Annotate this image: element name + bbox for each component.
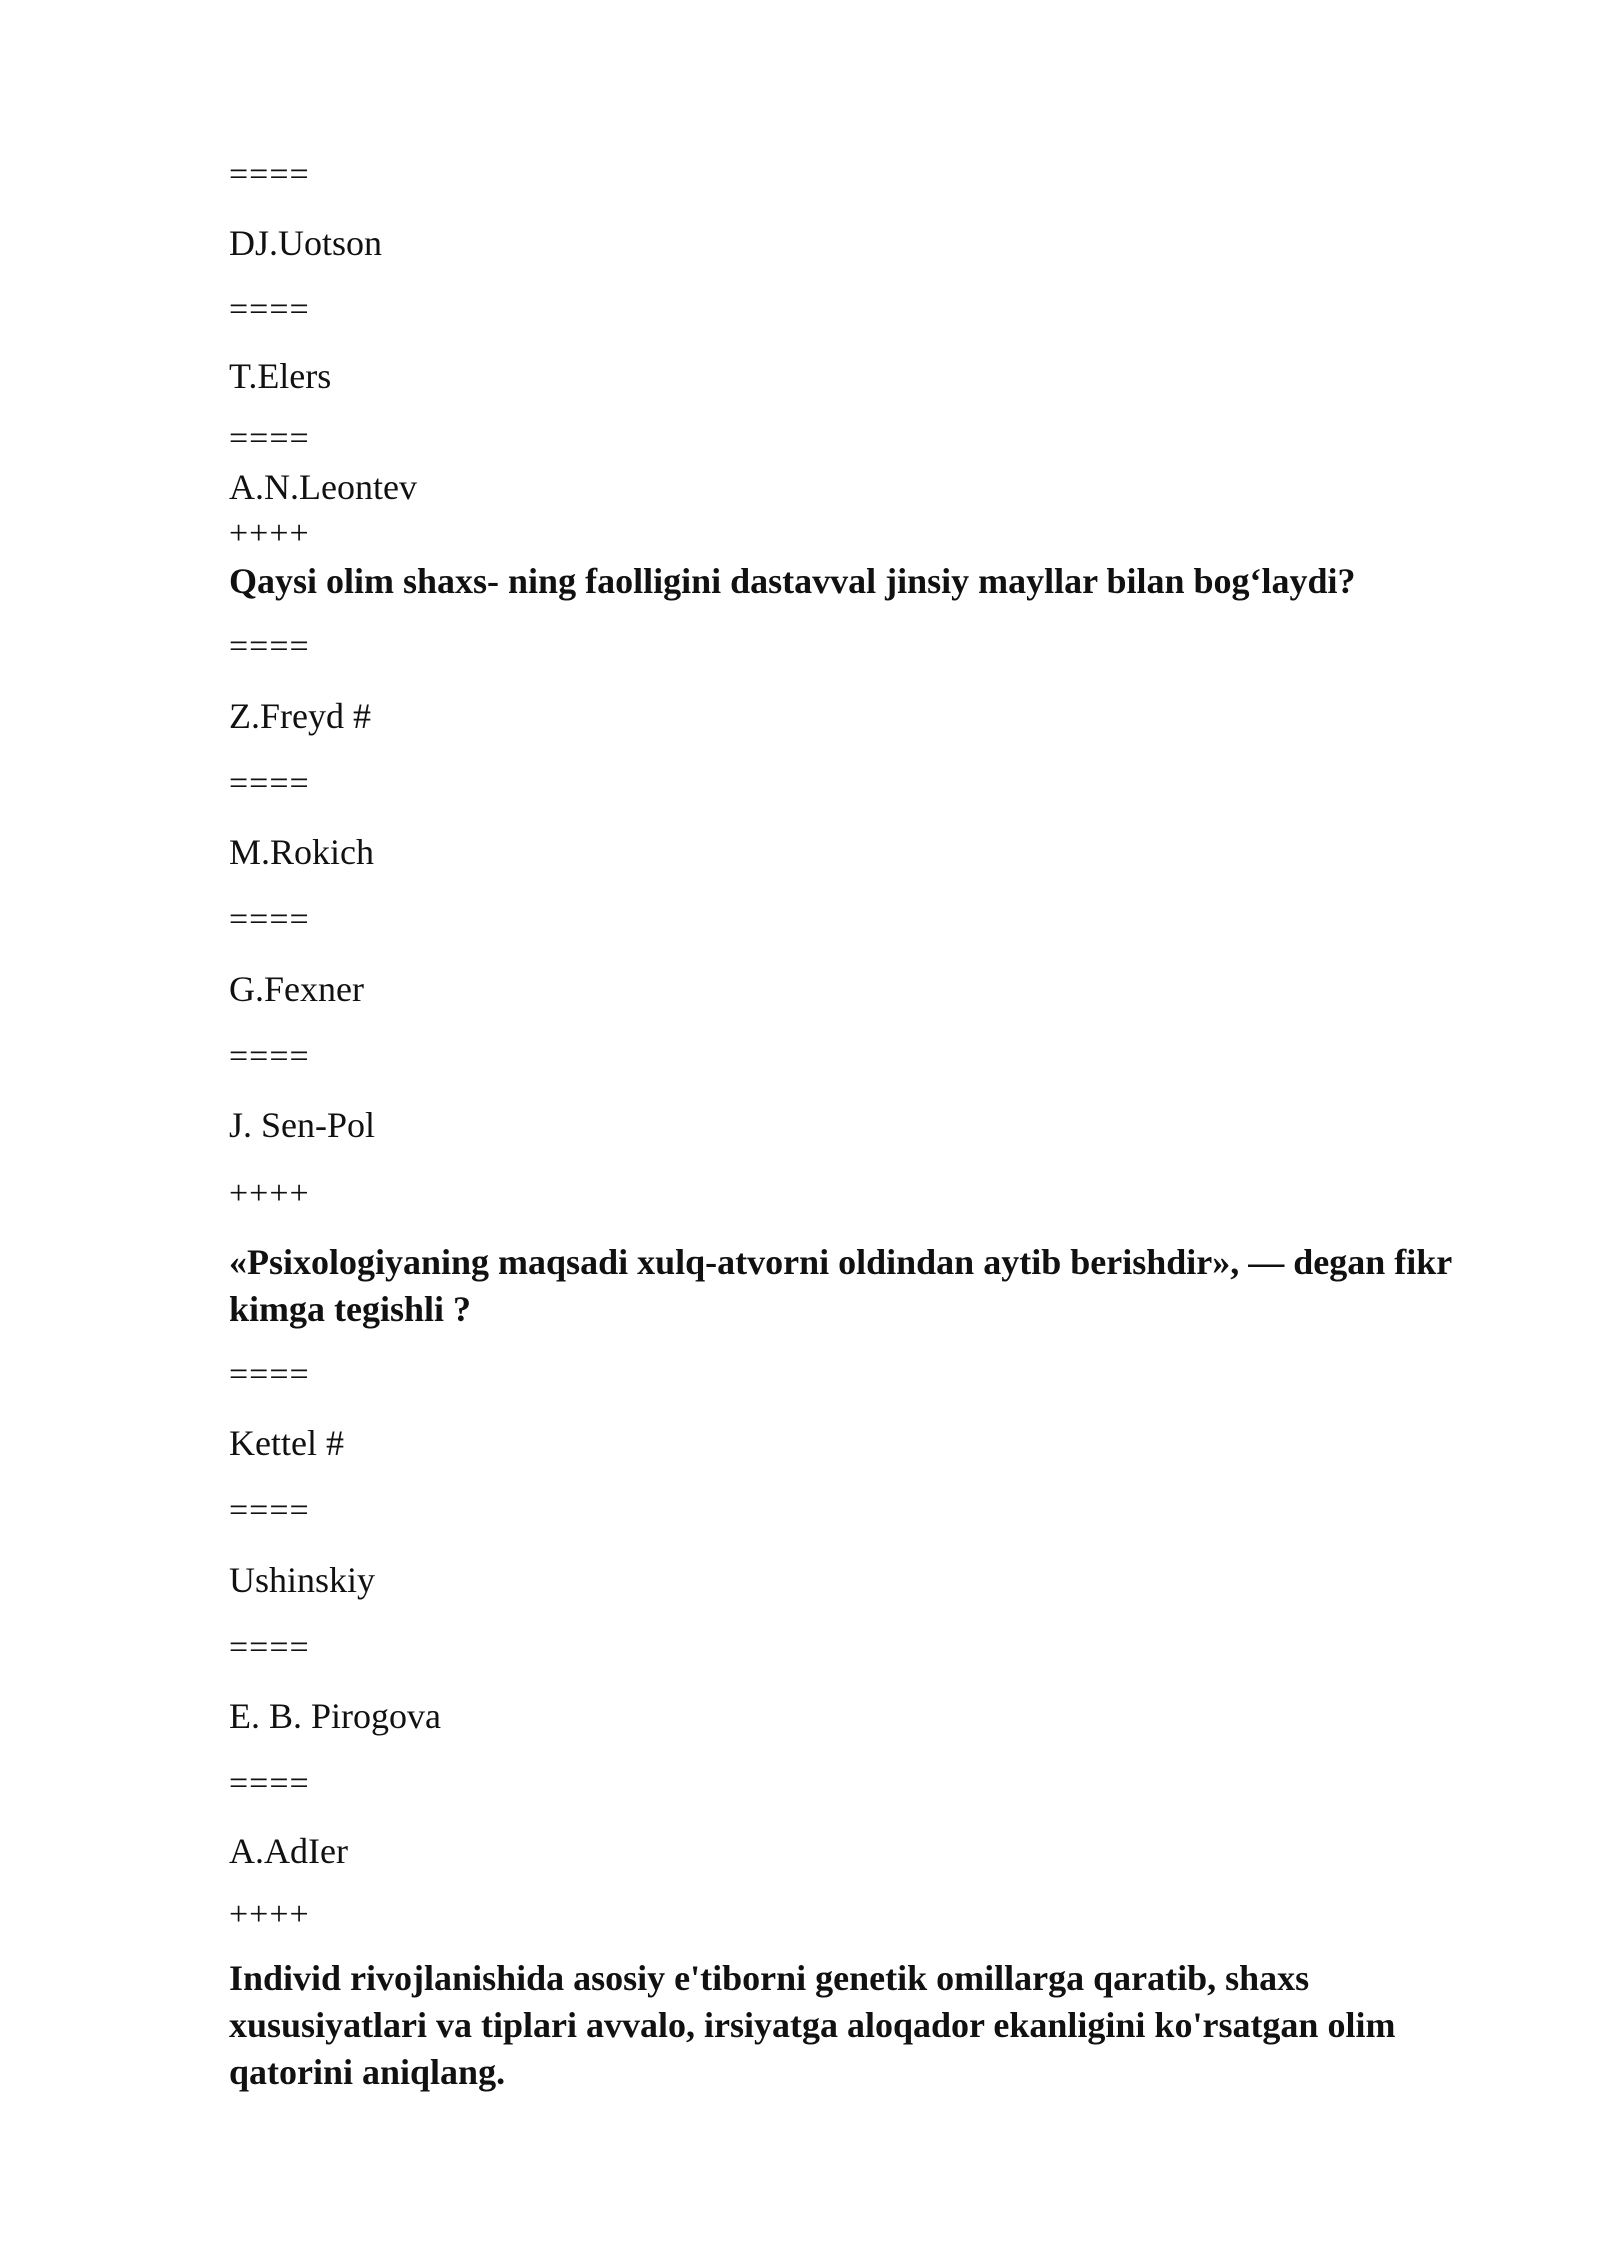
answer-option: A.N.Leontev [229,467,417,507]
option-separator: ==== [229,420,310,457]
answer-option: M.Rokich [229,832,375,872]
option-separator: ==== [229,1629,310,1666]
question-text: Qaysi olim shaxs- ning faolligini dastavval jinsiy mayllar bilan bog‘laydi? [229,561,1356,601]
question-separator: ++++ [229,1175,310,1212]
answer-option: DJ.Uotson [229,223,383,263]
option-separator: ==== [229,1356,310,1393]
option-separator: ==== [229,901,310,938]
question-separator: ++++ [229,515,310,552]
answer-option: A.AdIer [229,1831,348,1871]
option-separator: ==== [229,1765,310,1802]
answer-option-correct: Z.Freyd # [229,696,371,736]
option-separator: ==== [229,628,310,665]
option-separator: ==== [229,1492,310,1529]
question-text: «Psixologiyaning maqsadi xulq-atvorni oldindan aytib berishdir», — degan fikr kimga tegishli ? [229,1242,1452,1329]
answer-option: Ushinskiy [229,1560,376,1600]
answer-option: G.Fexner [229,969,364,1009]
answer-option-correct: Kettel # [229,1423,344,1463]
answer-option: J. Sen-Pol [229,1105,376,1145]
question-text: Individ rivojlanishida asosiy e'tiborni genetik omillarga qaratib, shaxs xususiyatlari va tiplari avvalo, irsiyatga aloqador ekanligini ko'rsatgan olim qatorini aniqlang. [229,1958,1396,2092]
answer-option: E. B. Pirogova [229,1696,441,1736]
option-separator: ==== [229,765,310,802]
answer-option: T.Elers [229,356,332,396]
option-separator: ==== [229,1038,310,1075]
question-separator: ++++ [229,1896,310,1933]
option-separator: ==== [229,156,310,193]
option-separator: ==== [229,291,310,328]
